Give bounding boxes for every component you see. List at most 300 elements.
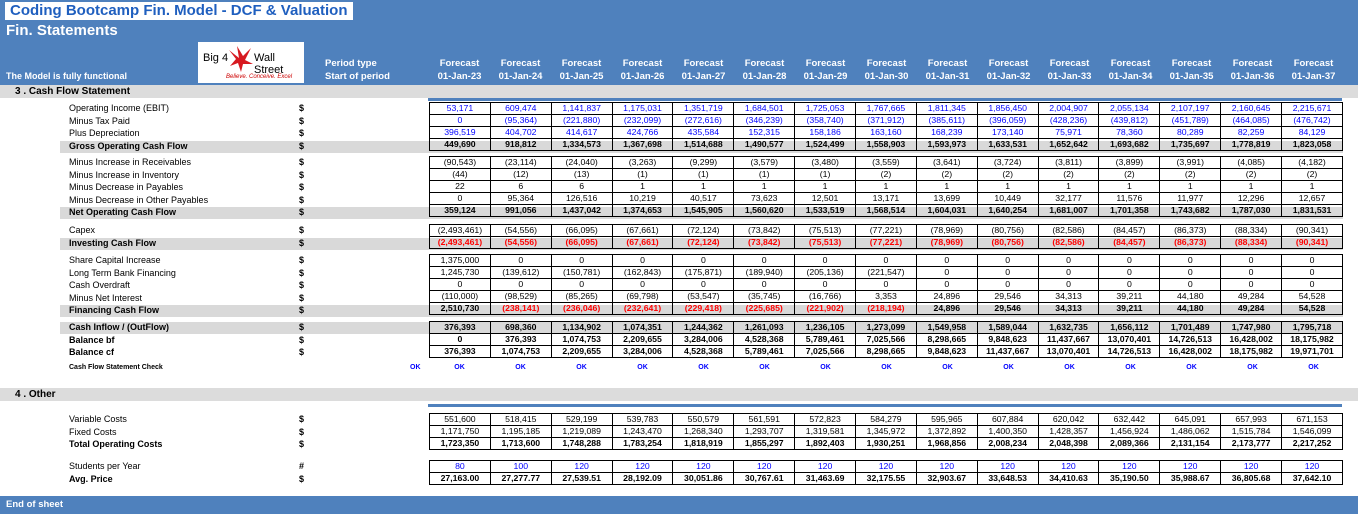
value-cell[interactable]: 8,298,665 [856,346,917,358]
value-cell[interactable]: (73,842) [734,225,795,237]
value-cell[interactable]: 1,701,489 [1160,322,1221,334]
value-cell[interactable]: (2,493,461) [430,237,491,249]
value-cell[interactable]: 5,789,461 [795,334,856,346]
value-cell[interactable]: 29,546 [977,291,1038,303]
value-cell[interactable]: 698,360 [490,322,551,334]
value-cell[interactable]: (2,493,461) [430,225,491,237]
value-cell[interactable]: 13,699 [916,193,977,205]
value-cell[interactable]: 120 [551,461,612,473]
value-cell[interactable]: 1,293,707 [734,426,795,438]
value-cell[interactable]: 120 [1221,461,1282,473]
value-cell[interactable]: 376,393 [430,322,491,334]
value-cell[interactable]: 1,818,919 [673,438,734,450]
value-cell[interactable]: 168,239 [916,127,977,139]
value-cell[interactable]: 10,219 [612,193,673,205]
value-cell[interactable]: 0 [1099,255,1160,267]
value-cell[interactable]: 0 [977,279,1038,291]
value-cell[interactable]: 1,560,620 [734,205,795,217]
value-cell[interactable]: 0 [977,255,1038,267]
value-cell[interactable]: 120 [856,461,917,473]
value-cell[interactable]: (221,547) [856,267,917,279]
value-cell[interactable]: 1,141,837 [551,103,612,115]
value-cell[interactable]: 27,539.51 [551,473,612,485]
value-cell[interactable]: 44,180 [1160,303,1221,315]
value-cell[interactable]: (189,940) [734,267,795,279]
value-cell[interactable]: (9,299) [673,157,734,169]
value-cell[interactable]: 12,501 [795,193,856,205]
value-cell[interactable]: (110,000) [430,291,491,303]
value-cell[interactable]: 0 [551,279,612,291]
value-cell[interactable]: 3,353 [856,291,917,303]
value-cell[interactable]: 1,375,000 [430,255,491,267]
value-cell[interactable]: (84,457) [1099,237,1160,249]
value-cell[interactable]: 0 [795,279,856,291]
value-cell[interactable]: (139,612) [490,267,551,279]
value-cell[interactable]: 0 [430,115,491,127]
value-cell[interactable]: (2) [977,169,1038,181]
value-cell[interactable]: 37,642.10 [1282,473,1343,485]
value-cell[interactable]: (77,221) [856,237,917,249]
value-cell[interactable]: (54,556) [490,225,551,237]
value-cell[interactable]: 1,767,665 [856,103,917,115]
value-cell[interactable]: 31,463.69 [795,473,856,485]
value-cell[interactable]: 396,519 [430,127,491,139]
value-cell[interactable]: 2,131,154 [1160,438,1221,450]
value-cell[interactable]: 1,171,750 [430,426,491,438]
value-cell[interactable]: 0 [1160,279,1221,291]
value-cell[interactable]: 991,056 [490,205,551,217]
value-cell[interactable]: 1,823,058 [1282,139,1343,151]
value-cell[interactable]: 550,579 [673,414,734,426]
value-cell[interactable]: 645,091 [1160,414,1221,426]
value-cell[interactable]: 1,795,718 [1282,322,1343,334]
value-cell[interactable]: 376,393 [490,334,551,346]
value-cell[interactable]: 1,372,892 [916,426,977,438]
value-cell[interactable]: 24,896 [916,291,977,303]
value-cell[interactable]: (80,756) [977,237,1038,249]
value-cell[interactable]: (82,586) [1038,225,1099,237]
value-cell[interactable]: 1,856,450 [977,103,1038,115]
value-cell[interactable]: 1,855,297 [734,438,795,450]
value-cell[interactable]: (2) [916,169,977,181]
value-cell[interactable]: (439,812) [1099,115,1160,127]
value-cell[interactable]: 1,134,902 [551,322,612,334]
value-cell[interactable]: (1) [612,169,673,181]
value-cell[interactable]: 120 [795,461,856,473]
value-cell[interactable]: (3,559) [856,157,917,169]
value-cell[interactable]: 1,693,682 [1099,139,1160,151]
value-cell[interactable]: 0 [1099,279,1160,291]
value-cell[interactable]: 671,153 [1282,414,1343,426]
value-cell[interactable]: 14,726,513 [1160,334,1221,346]
value-cell[interactable]: 9,848,623 [916,346,977,358]
value-cell[interactable]: (396,059) [977,115,1038,127]
value-cell[interactable]: 1,236,105 [795,322,856,334]
value-cell[interactable]: 35,988.67 [1160,473,1221,485]
value-cell[interactable]: 53,171 [430,103,491,115]
value-cell[interactable]: 1,968,856 [916,438,977,450]
value-cell[interactable]: (13) [551,169,612,181]
value-cell[interactable]: (98,529) [490,291,551,303]
value-cell[interactable]: 1,486,062 [1160,426,1221,438]
value-cell[interactable]: 7,025,566 [856,334,917,346]
value-cell[interactable]: (272,616) [673,115,734,127]
value-cell[interactable]: 27,163.00 [430,473,491,485]
value-cell[interactable]: 529,199 [551,414,612,426]
value-cell[interactable]: 18,175,982 [1282,334,1343,346]
value-cell[interactable]: (2) [1099,169,1160,181]
value-cell[interactable]: (80,756) [977,225,1038,237]
value-cell[interactable]: 19,971,701 [1282,346,1343,358]
value-cell[interactable]: 1,811,345 [916,103,977,115]
value-cell[interactable]: 28,192.09 [612,473,673,485]
value-cell[interactable]: 5,789,461 [734,346,795,358]
value-cell[interactable]: 1 [1160,181,1221,193]
value-cell[interactable]: 1,747,980 [1221,322,1282,334]
value-cell[interactable]: 1,713,600 [490,438,551,450]
value-cell[interactable]: 0 [795,255,856,267]
value-cell[interactable]: 1,400,350 [977,426,1038,438]
value-cell[interactable]: (90,543) [430,157,491,169]
value-cell[interactable]: (238,141) [490,303,551,315]
value-cell[interactable]: 24,896 [916,303,977,315]
value-cell[interactable]: 1,748,288 [551,438,612,450]
value-cell[interactable]: 2,004,907 [1038,103,1099,115]
value-cell[interactable]: (72,124) [673,225,734,237]
value-cell[interactable]: 0 [673,279,734,291]
value-cell[interactable]: (90,341) [1282,237,1343,249]
value-cell[interactable]: (2) [1221,169,1282,181]
value-cell[interactable]: (358,740) [795,115,856,127]
value-cell[interactable]: 173,140 [977,127,1038,139]
value-cell[interactable]: 8,298,665 [916,334,977,346]
value-cell[interactable]: 1,930,251 [856,438,917,450]
value-cell[interactable]: (78,969) [916,225,977,237]
value-cell[interactable]: 1,245,730 [430,267,491,279]
value-cell[interactable]: (1) [734,169,795,181]
value-cell[interactable]: 1,319,581 [795,426,856,438]
value-cell[interactable]: (53,547) [673,291,734,303]
value-cell[interactable]: 2,209,655 [551,346,612,358]
value-cell[interactable]: 82,259 [1221,127,1282,139]
value-cell[interactable]: 0 [977,267,1038,279]
value-cell[interactable]: 0 [1038,279,1099,291]
value-cell[interactable]: 75,971 [1038,127,1099,139]
value-cell[interactable]: 1,725,053 [795,103,856,115]
value-cell[interactable]: (66,095) [551,225,612,237]
value-cell[interactable]: 0 [1221,279,1282,291]
value-cell[interactable]: (2) [1160,169,1221,181]
value-cell[interactable]: (72,124) [673,237,734,249]
value-cell[interactable]: 1,374,653 [612,205,673,217]
value-cell[interactable]: (24,040) [551,157,612,169]
value-cell[interactable]: (232,641) [612,303,673,315]
value-cell[interactable]: 1,514,688 [673,139,734,151]
value-cell[interactable]: 54,528 [1282,303,1343,315]
value-cell[interactable]: 1,743,682 [1160,205,1221,217]
value-cell[interactable]: 404,702 [490,127,551,139]
value-cell[interactable]: 0 [430,193,491,205]
value-cell[interactable]: 918,812 [490,139,551,151]
value-cell[interactable]: 54,528 [1282,291,1343,303]
value-cell[interactable]: 3,284,006 [673,334,734,346]
value-cell[interactable]: 35,190.50 [1099,473,1160,485]
value-cell[interactable]: (75,513) [795,225,856,237]
value-cell[interactable]: 0 [734,279,795,291]
value-cell[interactable]: 0 [916,255,977,267]
value-cell[interactable]: 607,884 [977,414,1038,426]
value-cell[interactable]: 6 [551,181,612,193]
value-cell[interactable]: 1,652,642 [1038,139,1099,151]
value-cell[interactable]: (67,661) [612,237,673,249]
value-cell[interactable]: 39,211 [1099,291,1160,303]
value-cell[interactable]: 414,617 [551,127,612,139]
value-cell[interactable]: 1 [977,181,1038,193]
value-cell[interactable]: (236,046) [551,303,612,315]
value-cell[interactable]: 158,186 [795,127,856,139]
value-cell[interactable]: 1,545,905 [673,205,734,217]
value-cell[interactable]: (1) [673,169,734,181]
value-cell[interactable]: 0 [1160,267,1221,279]
value-cell[interactable]: (1) [795,169,856,181]
value-cell[interactable]: 120 [734,461,795,473]
value-cell[interactable]: 9,848,623 [977,334,1038,346]
value-cell[interactable]: 1 [673,181,734,193]
value-cell[interactable]: 1,589,044 [977,322,1038,334]
value-cell[interactable]: 120 [916,461,977,473]
value-cell[interactable]: 1,546,099 [1282,426,1343,438]
value-cell[interactable]: 29,546 [977,303,1038,315]
value-cell[interactable]: 1 [1099,181,1160,193]
value-cell[interactable]: 1,735,697 [1160,139,1221,151]
value-cell[interactable]: 120 [1160,461,1221,473]
value-cell[interactable]: 3,284,006 [612,346,673,358]
value-cell[interactable]: 1,549,958 [916,322,977,334]
value-cell[interactable]: 13,070,401 [1099,334,1160,346]
value-cell[interactable]: 0 [856,279,917,291]
value-cell[interactable]: (346,239) [734,115,795,127]
value-cell[interactable]: 1 [612,181,673,193]
value-cell[interactable]: 1,593,973 [916,139,977,151]
value-cell[interactable]: 11,977 [1160,193,1221,205]
value-cell[interactable]: 1,604,031 [916,205,977,217]
value-cell[interactable]: 1 [916,181,977,193]
value-cell[interactable]: 11,437,667 [1038,334,1099,346]
value-cell[interactable]: (225,685) [734,303,795,315]
value-cell[interactable]: 120 [1099,461,1160,473]
value-cell[interactable]: 0 [1282,255,1343,267]
value-cell[interactable]: 1,568,514 [856,205,917,217]
value-cell[interactable]: 120 [1038,461,1099,473]
value-cell[interactable]: 1,701,358 [1099,205,1160,217]
value-cell[interactable]: 27,277.77 [490,473,551,485]
value-cell[interactable]: 34,410.63 [1038,473,1099,485]
value-cell[interactable]: 1,632,735 [1038,322,1099,334]
value-cell[interactable]: 2,173,777 [1221,438,1282,450]
value-cell[interactable]: 0 [734,255,795,267]
value-cell[interactable]: 100 [490,461,551,473]
value-cell[interactable]: 1,778,819 [1221,139,1282,151]
value-cell[interactable]: (77,221) [856,225,917,237]
value-cell[interactable]: 1,656,112 [1099,322,1160,334]
value-cell[interactable]: (3,641) [916,157,977,169]
value-cell[interactable]: 32,177 [1038,193,1099,205]
value-cell[interactable]: 1 [734,181,795,193]
value-cell[interactable]: 0 [551,255,612,267]
value-cell[interactable]: (162,843) [612,267,673,279]
value-cell[interactable]: (75,513) [795,237,856,249]
value-cell[interactable]: 2,209,655 [612,334,673,346]
value-cell[interactable]: 584,279 [856,414,917,426]
value-cell[interactable]: 1,558,903 [856,139,917,151]
value-cell[interactable]: 95,364 [490,193,551,205]
value-cell[interactable]: 126,516 [551,193,612,205]
value-cell[interactable]: (3,811) [1038,157,1099,169]
value-cell[interactable]: 4,528,368 [673,346,734,358]
value-cell[interactable]: 30,767.61 [734,473,795,485]
value-cell[interactable]: 1,783,254 [612,438,673,450]
value-cell[interactable]: 2,217,252 [1282,438,1343,450]
value-cell[interactable]: 32,903.67 [916,473,977,485]
value-cell[interactable]: 73,623 [734,193,795,205]
value-cell[interactable]: 1,261,093 [734,322,795,334]
value-cell[interactable]: 539,783 [612,414,673,426]
value-cell[interactable]: 80,289 [1160,127,1221,139]
value-cell[interactable]: 0 [1099,267,1160,279]
value-cell[interactable]: (90,341) [1282,225,1343,237]
value-cell[interactable]: (73,842) [734,237,795,249]
value-cell[interactable]: (3,724) [977,157,1038,169]
value-cell[interactable]: 1,681,007 [1038,205,1099,217]
value-cell[interactable]: 18,175,982 [1221,346,1282,358]
value-cell[interactable]: (2) [856,169,917,181]
value-cell[interactable]: 2,107,197 [1160,103,1221,115]
value-cell[interactable]: (371,912) [856,115,917,127]
value-cell[interactable]: 1,428,357 [1038,426,1099,438]
value-cell[interactable]: 0 [1282,279,1343,291]
value-cell[interactable]: (84,457) [1099,225,1160,237]
value-cell[interactable]: 0 [673,255,734,267]
value-cell[interactable]: 1,074,753 [490,346,551,358]
value-cell[interactable]: 1,787,030 [1221,205,1282,217]
value-cell[interactable]: 449,690 [430,139,491,151]
value-cell[interactable]: 10,449 [977,193,1038,205]
value-cell[interactable]: 0 [490,279,551,291]
value-cell[interactable]: 36,805.68 [1221,473,1282,485]
value-cell[interactable]: 0 [1221,255,1282,267]
value-cell[interactable]: 1,723,350 [430,438,491,450]
value-cell[interactable]: 0 [612,279,673,291]
value-cell[interactable]: (85,265) [551,291,612,303]
value-cell[interactable]: 12,296 [1221,193,1282,205]
value-cell[interactable]: 120 [612,461,673,473]
value-cell[interactable]: 359,124 [430,205,491,217]
value-cell[interactable]: 39,211 [1099,303,1160,315]
value-cell[interactable]: 1,175,031 [612,103,673,115]
value-cell[interactable]: 518,415 [490,414,551,426]
value-cell[interactable]: 1,195,185 [490,426,551,438]
value-cell[interactable]: 33,648.53 [977,473,1038,485]
value-cell[interactable]: 0 [856,255,917,267]
value-cell[interactable]: 0 [612,255,673,267]
value-cell[interactable]: 1,074,351 [612,322,673,334]
value-cell[interactable]: 12,657 [1282,193,1343,205]
value-cell[interactable]: 435,584 [673,127,734,139]
value-cell[interactable]: (44) [430,169,491,181]
value-cell[interactable]: 49,284 [1221,303,1282,315]
value-cell[interactable]: 572,823 [795,414,856,426]
value-cell[interactable]: (2) [1282,169,1343,181]
value-cell[interactable]: 4,528,368 [734,334,795,346]
value-cell[interactable]: (23,114) [490,157,551,169]
value-cell[interactable]: 2,510,730 [430,303,491,315]
value-cell[interactable]: (175,871) [673,267,734,279]
value-cell[interactable]: 424,766 [612,127,673,139]
value-cell[interactable]: 120 [673,461,734,473]
value-cell[interactable]: (86,373) [1160,225,1221,237]
value-cell[interactable]: 551,600 [430,414,491,426]
value-cell[interactable]: 2,089,366 [1099,438,1160,450]
value-cell[interactable]: (464,085) [1221,115,1282,127]
value-cell[interactable]: 0 [916,279,977,291]
value-cell[interactable]: (95,364) [490,115,551,127]
value-cell[interactable]: 0 [430,279,491,291]
value-cell[interactable]: 14,726,513 [1099,346,1160,358]
value-cell[interactable]: 34,313 [1038,303,1099,315]
value-cell[interactable]: 0 [1038,267,1099,279]
value-cell[interactable]: 0 [916,267,977,279]
value-cell[interactable]: 1,684,501 [734,103,795,115]
value-cell[interactable]: 0 [490,255,551,267]
value-cell[interactable]: 80 [430,461,491,473]
value-cell[interactable]: 1,273,099 [856,322,917,334]
value-cell[interactable]: 1,515,784 [1221,426,1282,438]
value-cell[interactable]: 16,428,002 [1221,334,1282,346]
value-cell[interactable]: 120 [1282,461,1343,473]
value-cell[interactable]: 1,351,719 [673,103,734,115]
value-cell[interactable]: (385,611) [916,115,977,127]
value-cell[interactable]: (428,236) [1038,115,1099,127]
value-cell[interactable]: (54,556) [490,237,551,249]
value-cell[interactable]: 78,360 [1099,127,1160,139]
value-cell[interactable]: 163,160 [856,127,917,139]
value-cell[interactable]: 1,633,531 [977,139,1038,151]
value-cell[interactable]: 7,025,566 [795,346,856,358]
value-cell[interactable]: 1,334,573 [551,139,612,151]
value-cell[interactable]: 0 [1160,255,1221,267]
value-cell[interactable]: (35,745) [734,291,795,303]
value-cell[interactable]: (88,334) [1221,225,1282,237]
value-cell[interactable]: 49,284 [1221,291,1282,303]
value-cell[interactable]: (3,263) [612,157,673,169]
value-cell[interactable]: 16,428,002 [1160,346,1221,358]
value-cell[interactable]: 1,831,531 [1282,205,1343,217]
value-cell[interactable]: 2,048,398 [1038,438,1099,450]
value-cell[interactable]: 84,129 [1282,127,1343,139]
value-cell[interactable]: 0 [1038,255,1099,267]
value-cell[interactable]: 620,042 [1038,414,1099,426]
value-cell[interactable]: (4,085) [1221,157,1282,169]
value-cell[interactable]: (2) [1038,169,1099,181]
value-cell[interactable]: 34,313 [1038,291,1099,303]
value-cell[interactable]: 1,490,577 [734,139,795,151]
value-cell[interactable]: (69,798) [612,291,673,303]
value-cell[interactable]: (221,880) [551,115,612,127]
value-cell[interactable]: (476,742) [1282,115,1343,127]
value-cell[interactable]: 1,640,254 [977,205,1038,217]
value-cell[interactable]: 1 [1038,181,1099,193]
value-cell[interactable]: 1,892,403 [795,438,856,450]
